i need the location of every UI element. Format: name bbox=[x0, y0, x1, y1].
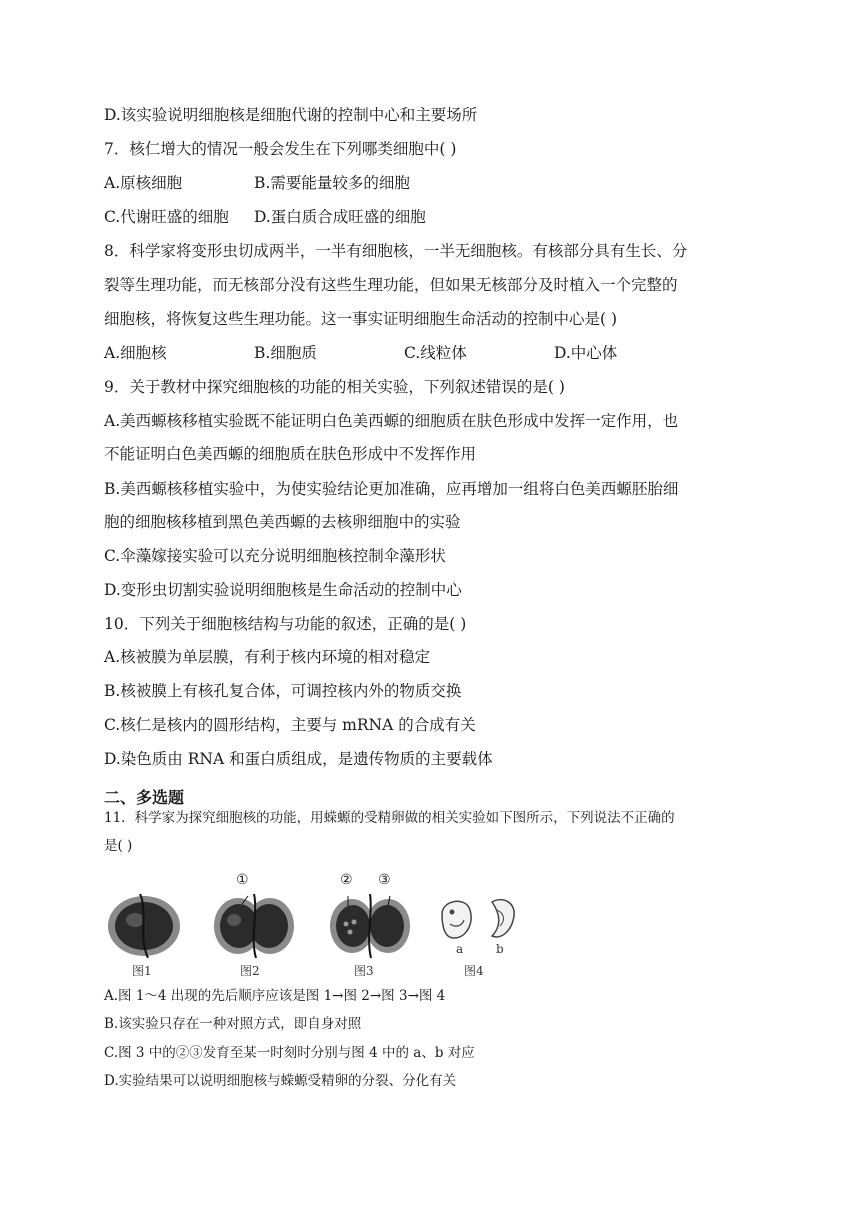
q11-option-a: A.图 1～4 出现的先后顺序应该是图 1→图 2→图 3→图 4 bbox=[104, 988, 446, 1004]
q11-option-d: D.实验结果可以说明细胞核与蝾螈受精卵的分裂、分化有关 bbox=[104, 1073, 457, 1089]
q9-option-b-line-2: 胞的细胞核移植到黑色美西螈的去核卵细胞中的实验 bbox=[104, 513, 461, 531]
q7-options-row-2 bbox=[104, 206, 764, 228]
q7-options-row-1 bbox=[104, 172, 764, 194]
fig2-marker-1: ① bbox=[236, 872, 249, 888]
section-heading-multi-choice: 二、多选题 bbox=[104, 788, 185, 807]
fig2-caption: 图2 bbox=[240, 964, 260, 978]
q10-option-d: D.染色质由 RNA 和蛋白质组成，是遗传物质的主要载体 bbox=[104, 750, 493, 768]
fig3-egg-halves-image bbox=[328, 892, 412, 958]
q11-stem-line-2: 是( ) bbox=[104, 838, 133, 854]
fig4-label-b: b bbox=[496, 942, 504, 956]
q7-option-c: C.代谢旺盛的细胞 bbox=[104, 208, 229, 226]
fig3-marker-3: ③ bbox=[378, 872, 391, 888]
q9-option-a-line-1: A.美西螈核移植实验既不能证明白色美西螈的细胞质在肤色形成中发挥一定作用，也 bbox=[104, 412, 679, 430]
q9-option-a-line-2: 不能证明白色美西螈的细胞质在肤色形成中不发挥作用 bbox=[104, 445, 477, 463]
q11-stem-line-1: 11．科学家为探究细胞核的功能，用蝾螈的受精卵做的相关实验如下图所示，下列说法不正确的 bbox=[104, 810, 675, 826]
q8-option-a: A.细胞核 bbox=[104, 344, 167, 362]
q9-stem: 9．关于教材中探究细胞核的功能的相关实验，下列叙述错误的是( ) bbox=[104, 378, 565, 396]
q11-figure bbox=[104, 872, 524, 980]
fig4-caption: 图4 bbox=[464, 964, 484, 978]
q8-stem-line-3: 细胞核，将恢复这些生理功能。这一事实证明细胞生命活动的控制中心是( ) bbox=[104, 310, 618, 328]
fig1-caption: 图1 bbox=[132, 964, 152, 978]
q11-option-c: C.图 3 中的②③发育至某一时刻时分别与图 4 中的 a、b 对应 bbox=[104, 1045, 475, 1061]
q7-stem: 7．核仁增大的情况一般会发生在下列哪类细胞中( ) bbox=[104, 140, 457, 158]
q6-option-d: D.该实验说明细胞核是细胞代谢的控制中心和主要场所 bbox=[104, 106, 478, 124]
q8-options-row bbox=[104, 342, 764, 364]
fig4-embryos-image bbox=[436, 894, 526, 944]
fig4-label-a: a bbox=[456, 942, 464, 956]
q8-option-b: B.细胞质 bbox=[254, 344, 317, 362]
fig2-egg-constricted-image bbox=[212, 892, 296, 958]
fig3-marker-2: ② bbox=[340, 872, 353, 888]
q7-option-d: D.蛋白质合成旺盛的细胞 bbox=[254, 208, 426, 226]
q9-option-d: D.变形虫切割实验说明细胞核是生命活动的控制中心 bbox=[104, 581, 462, 599]
q8-option-c: C.线粒体 bbox=[404, 344, 467, 362]
fig1-egg-ligature-image bbox=[104, 892, 184, 958]
q11-option-b: B.该实验只存在一种对照方式，即自身对照 bbox=[104, 1016, 362, 1032]
fig3-caption: 图3 bbox=[354, 964, 374, 978]
q8-option-d: D.中心体 bbox=[554, 344, 618, 362]
q7-option-a: A.原核细胞 bbox=[104, 174, 183, 192]
q8-stem-line-1: 8．科学家将变形虫切成两半，一半有细胞核，一半无细胞核。有核部分具有生长、分 bbox=[104, 242, 688, 260]
q10-option-b: B.核被膜上有核孔复合体，可调控核内外的物质交换 bbox=[104, 682, 462, 700]
q9-option-c: C.伞藻嫁接实验可以充分说明细胞核控制伞藻形状 bbox=[104, 547, 446, 565]
q8-stem-line-2: 裂等生理功能，而无核部分没有这些生理功能，但如果无核部分及时植入一个完整的 bbox=[104, 276, 678, 294]
q10-option-c: C.核仁是核内的圆形结构，主要与 mRNA 的合成有关 bbox=[104, 716, 476, 734]
q10-option-a: A.核被膜为单层膜，有利于核内环境的相对稳定 bbox=[104, 648, 431, 666]
q7-option-b: B.需要能量较多的细胞 bbox=[254, 174, 410, 192]
q9-option-b-line-1: B.美西螈核移植实验中，为使实验结论更加准确，应再增加一组将白色美西螈胚胎细 bbox=[104, 480, 679, 498]
q10-stem: 10．下列关于细胞核结构与功能的叙述，正确的是( ) bbox=[104, 615, 467, 633]
